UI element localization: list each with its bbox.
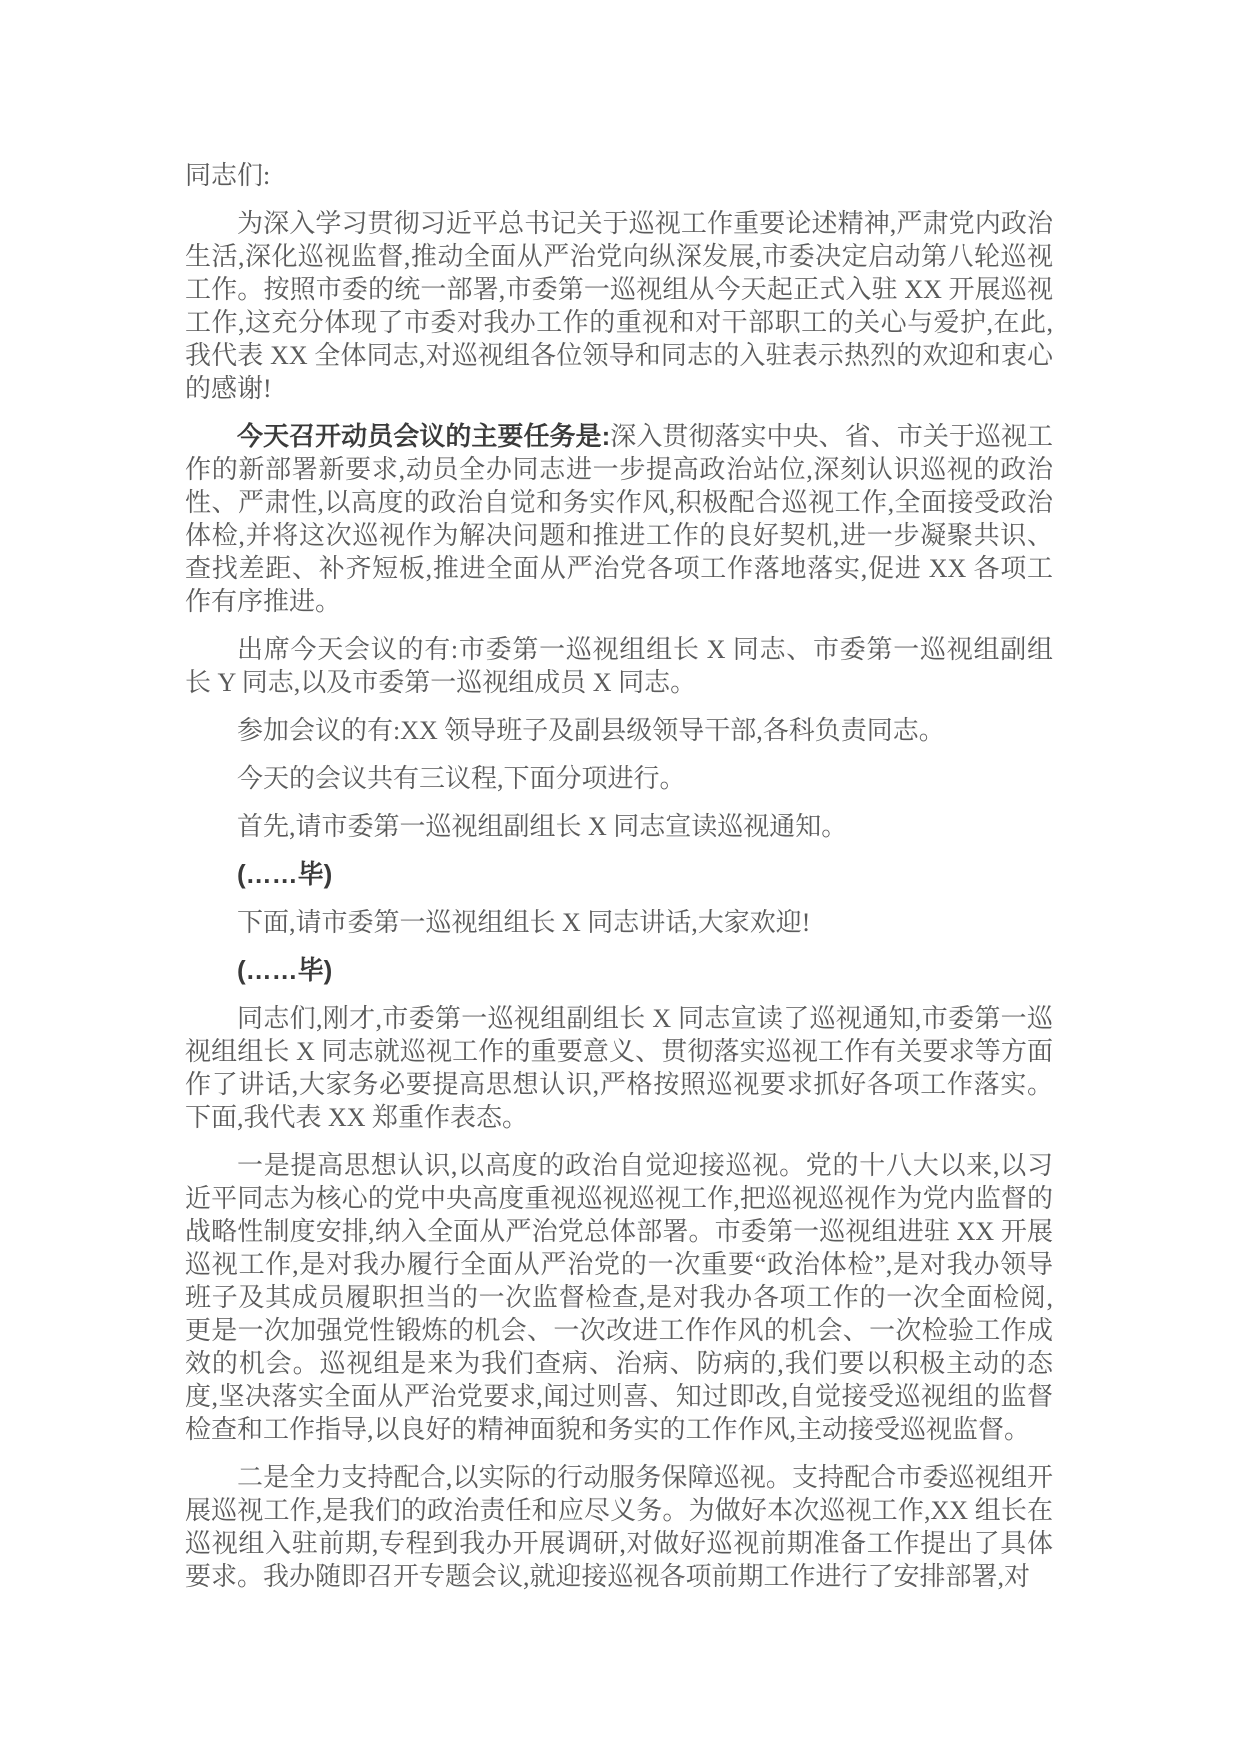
completion-marker-2: (……毕)	[237, 955, 333, 985]
paragraph-attendees-participants: 参加会议的有:XX 领导班子及副县级领导干部,各科负责同志。	[237, 716, 945, 745]
paragraph-opening: 为深入学习贯彻习近平总书记关于巡视工作重要论述精神,严肃党内政治生活,深化巡视监督,推动全面从严治党向纵深发展,市委决定启动第八轮巡视工作。按照市委的统一部署,市委第一巡视组从今天起正式入驻 XX 开展巡视工作,这充分体现了市委对我办工作的重视和对干部职工的关心与爱护,在此,我代表 XX 全体同志,对巡视组各位领导和同志的入驻表示热烈的欢迎和衷心的感谢!	[185, 209, 1053, 403]
speech-document	[185, 159, 1053, 1608]
meeting-tasks-bold-lead: 今天召开动员会议的主要任务是:	[237, 421, 611, 451]
paragraph-attendees-leaders: 出席今天会议的有:市委第一巡视组组长 X 同志、市委第一巡视组副组长 Y 同志,以及市委第一巡视组成员 X 同志。	[185, 635, 1053, 697]
paragraph-stance-one: 一是提高思想认识,以高度的政治自觉迎接巡视。党的十八大以来,以习近平同志为核心的党中央高度重视巡视巡视工作,把巡视巡视作为党内监督的战略性制度安排,纳入全面从严治党总体部署。市委第一巡视组进驻 XX 开展巡视工作,是对我办履行全面从严治党的一次重要“政治体检”,是对我办领导班子及其成员履职担当的一次监督检查,是对我办各项工作的一次全面检阅,更是一次加强党性锻炼的机会、一次改进工作作风的机会、一次检验工作成效的机会。巡视组是来为我们查病、治病、防病的,我们要以积极主动的态度,坚决落实全面从严治党要求,闻过则喜、知过即改,自觉接受巡视组的监督检查和工作指导,以良好的精神面貌和务实的工作作风,主动接受巡视监督。	[185, 1151, 1053, 1444]
paragraph-agenda-overview: 今天的会议共有三议程,下面分项进行。	[237, 764, 686, 793]
completion-marker-1: (……毕)	[237, 859, 333, 889]
salutation: 同志们:	[185, 161, 271, 190]
paragraph-stance-two: 二是全力支持配合,以实际的行动服务保障巡视。支持配合市委巡视组开展巡视工作,是我们的政治责任和应尽义务。为做好本次巡视工作,XX 组长在巡视组入驻前期,专程到我办开展调研,对做好巡视前期准备工作提出了具体要求。我办随即召开专题会议,就迎接巡视各项前期工作进行了安排部署,对	[185, 1463, 1053, 1591]
paragraph-agenda-item-next: 下面,请市委第一巡视组组长 X 同志讲话,大家欢迎!	[237, 908, 811, 937]
paragraph-agenda-item-first: 首先,请市委第一巡视组副组长 X 同志宣读巡视通知。	[237, 812, 848, 841]
paragraph-transition-summary: 同志们,刚才,市委第一巡视组副组长 X 同志宣读了巡视通知,市委第一巡视组组长 X 同志就巡视工作的重要意义、贯彻落实巡视工作有关要求等方面作了讲话,大家务必要提高思想认识,严格按照巡视要求抓好各项工作落实。下面,我代表 XX 郑重作表态。	[185, 1004, 1053, 1132]
paragraph-meeting-tasks	[185, 420, 1053, 618]
meeting-tasks-body: 深入贯彻落实中央、省、市关于巡视工作的新部署新要求,动员全办同志进一步提高政治站位,深刻认识巡视的政治性、严肃性,以高度的政治自觉和务实作风,积极配合巡视工作,全面接受政治体检,并将这次巡视作为解决问题和推进工作的良好契机,进一步凝聚共识、查找差距、补齐短板,推进全面从严治党各项工作落地落实,促进 XX 各项工作有序推进。	[185, 422, 1053, 616]
